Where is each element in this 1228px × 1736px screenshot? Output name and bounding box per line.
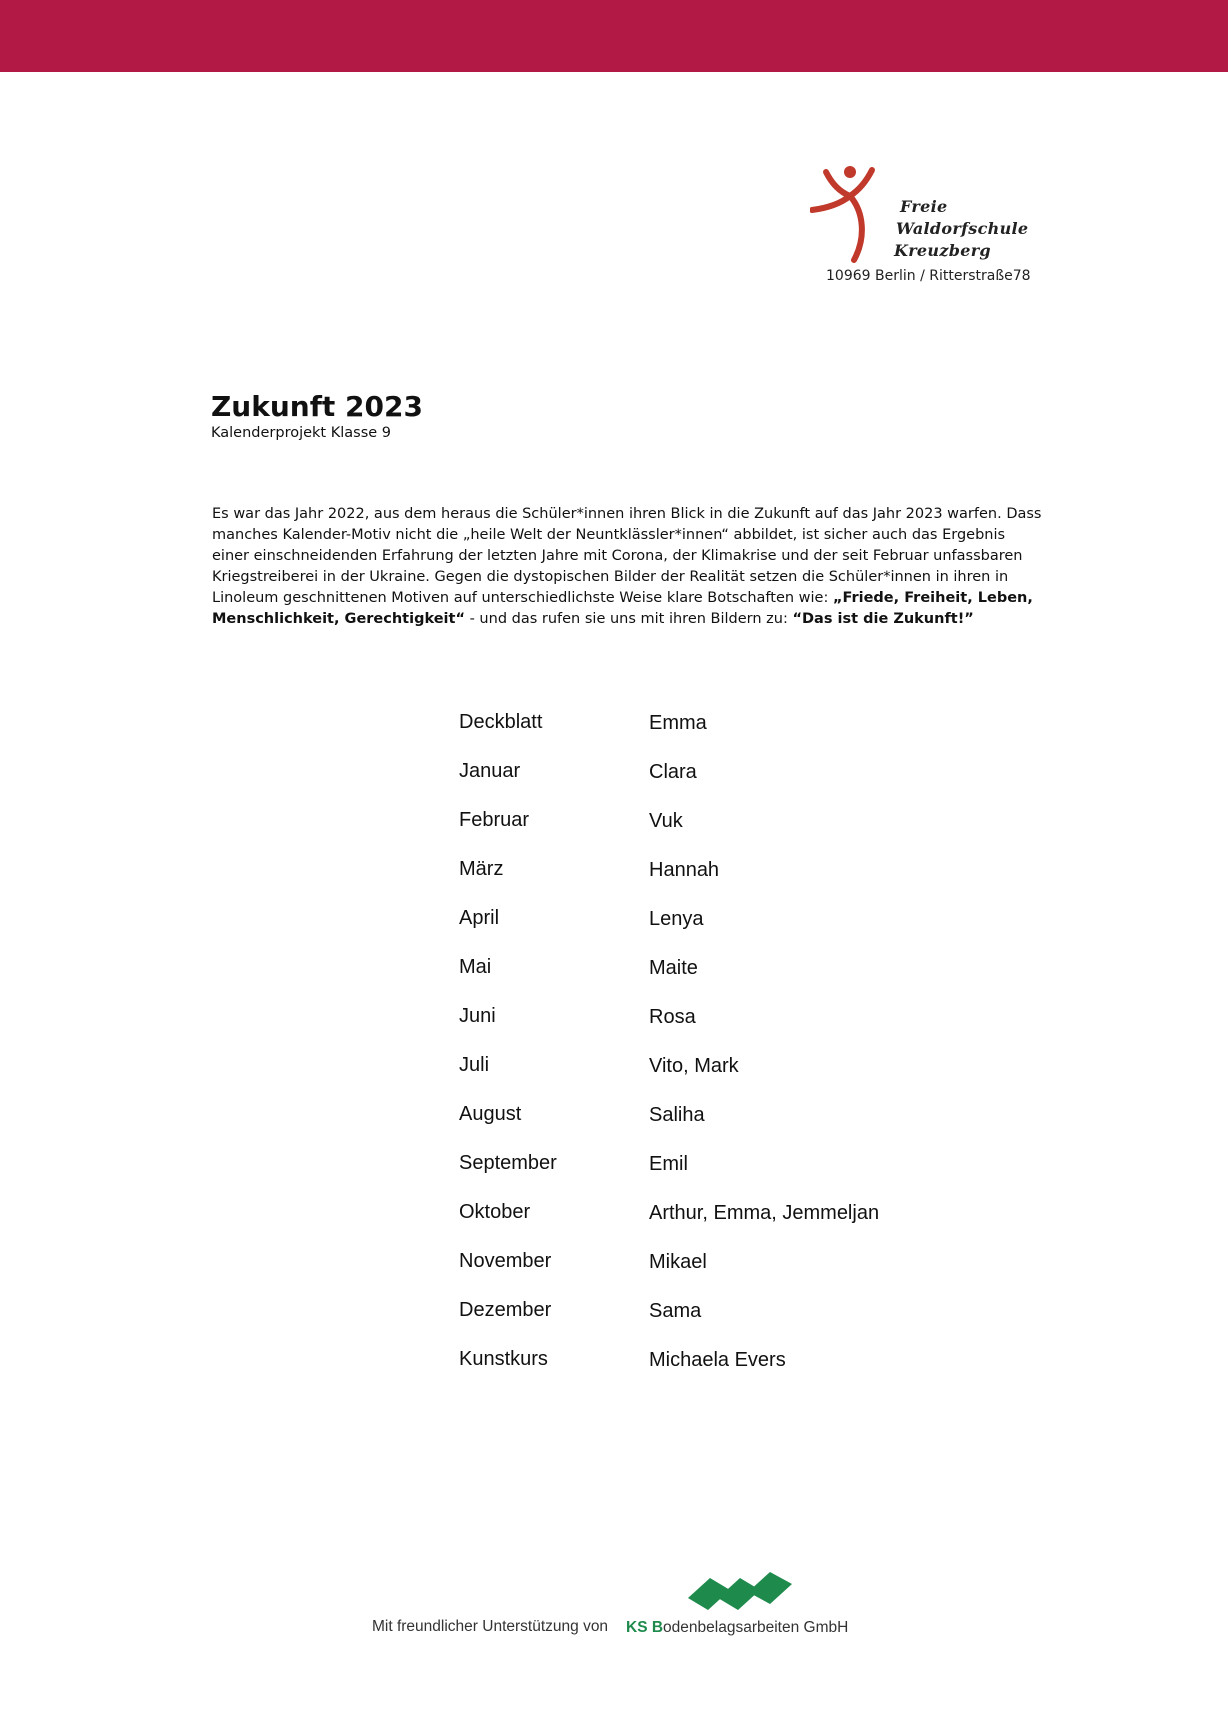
sponsor-company [626, 1619, 848, 1637]
credit-month: November [459, 1250, 552, 1272]
credit-row [459, 1005, 959, 1054]
credit-name: Emil [649, 1153, 688, 1175]
school-name-line: Freie [900, 197, 948, 216]
school-address: 10969 Berlin / Ritterstraße78 [826, 268, 1031, 284]
intro-highlight: „Friede, Freiheit, Leben, Menschlichkeit, Gerechtigkeit“ [212, 590, 1033, 627]
sponsor-company-prefix: KS B [626, 1619, 664, 1636]
credit-row [459, 809, 959, 858]
intro-highlight: “Das ist die Zukunft!” [792, 611, 974, 627]
dancing-figure-icon [810, 162, 886, 266]
sponsor-company-rest: odenbelagsarbeiten GmbH [663, 1619, 849, 1636]
page-subtitle: Kalenderprojekt Klasse 9 [211, 425, 392, 441]
intro-text: - und das rufen sie uns mit ihren Bildern zu: [464, 611, 793, 627]
credit-name: Lenya [649, 908, 704, 930]
credit-month: Januar [459, 760, 521, 782]
credit-row [459, 1152, 959, 1201]
credit-month: Juli [459, 1054, 490, 1076]
ks-tiles-logo-icon [688, 1572, 794, 1612]
intro-paragraph [212, 504, 1042, 630]
school-name-line: Waldorfschule [896, 219, 1029, 238]
school-name [894, 196, 1034, 262]
credit-name: Maite [649, 957, 698, 979]
credit-month: Deckblatt [459, 711, 543, 733]
credit-name: Michaela Evers [649, 1349, 786, 1371]
credit-name: Mikael [649, 1251, 707, 1273]
school-name-line: Kreuzberg [894, 241, 991, 260]
credit-name: Hannah [649, 859, 720, 881]
school-logo [810, 162, 1030, 292]
credit-name: Saliha [649, 1104, 705, 1126]
credit-name: Vuk [649, 810, 683, 832]
credit-row [459, 1054, 959, 1103]
credit-month: April [459, 907, 500, 929]
credit-row [459, 1201, 959, 1250]
credit-month: Oktober [459, 1201, 531, 1223]
credit-row [459, 1348, 959, 1397]
credit-name: Clara [649, 761, 697, 783]
credit-row [459, 1250, 959, 1299]
credit-row [459, 1299, 959, 1348]
credit-month: Dezember [459, 1299, 552, 1321]
credit-row [459, 711, 959, 760]
credit-row [459, 858, 959, 907]
credit-month: August [459, 1103, 522, 1125]
credit-name: Rosa [649, 1006, 696, 1028]
credit-name: Emma [649, 712, 707, 734]
credits-list [459, 711, 959, 1397]
credit-month: Mai [459, 956, 492, 978]
credit-month: Juni [459, 1005, 496, 1027]
sponsor-text: Mit freundlicher Unterstützung von [372, 1618, 609, 1635]
credit-row [459, 760, 959, 809]
intro-text: Es war das Jahr 2022, aus dem heraus die Schüler*innen ihren Blick in die Zukunft auf das Jahr 2023 warfen. Dass manches Kalender-Motiv nicht die „heile Welt der Neuntklässler*innen“ abbildet, ist sicher auch das Ergebnis einer einschneidenden Erfahrung der letzten Jahre mit Corona, der Klimakrise und der seit Februar unfassbaren Kriegstreiberei in der Ukraine. Gegen die dystopischen Bilder der Realität setzen die Schüler*innen in ihren in Linoleum geschnittenen Motiven auf unterschiedlichste Weise klare Botschaften wie: [212, 506, 1042, 606]
page-title: Zukunft 2023 [211, 390, 423, 423]
credit-row [459, 956, 959, 1005]
credit-name: Sama [649, 1300, 702, 1322]
credit-month: März [459, 858, 504, 880]
header-bar [0, 0, 1228, 72]
credit-name: Arthur, Emma, Jemmeljan [649, 1202, 880, 1224]
credit-name: Vito, Mark [649, 1055, 739, 1077]
credit-month: September [459, 1152, 557, 1174]
credit-row [459, 907, 959, 956]
credit-month: Februar [459, 809, 530, 831]
credit-row [459, 1103, 959, 1152]
credit-month: Kunstkurs [459, 1348, 548, 1370]
